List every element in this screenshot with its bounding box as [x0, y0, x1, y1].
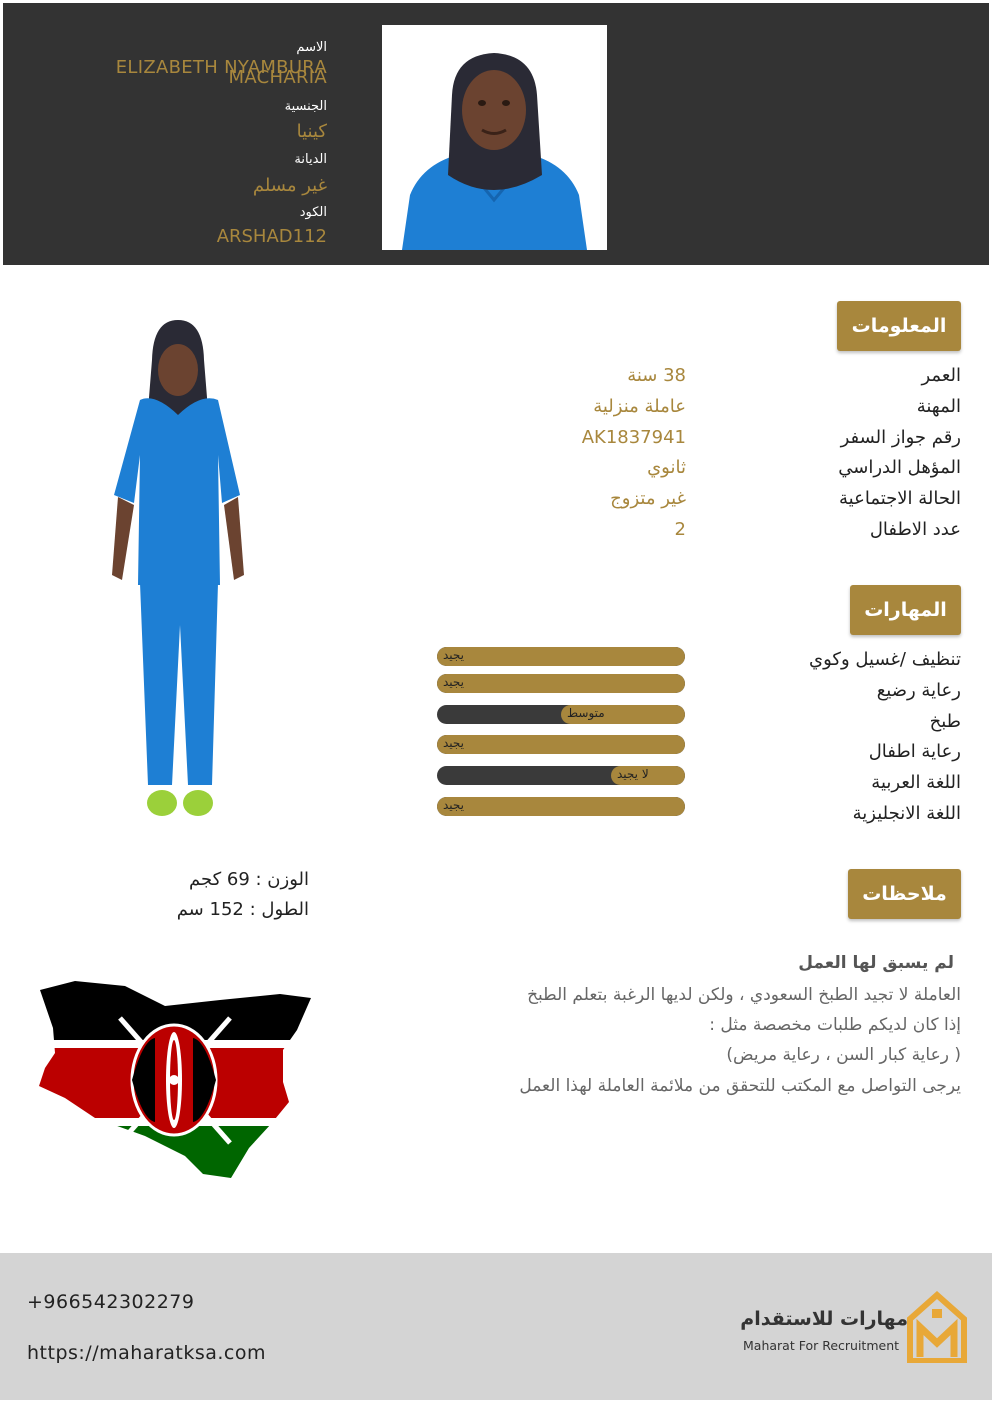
- weight-text: الوزن : 69 كجم: [189, 869, 309, 890]
- info-label-passport: رقم جواز السفر: [840, 427, 961, 448]
- height-text: الطول : 152 سم: [176, 899, 309, 920]
- info-value-age: 38 سنة: [627, 365, 686, 386]
- religion-label: الديانة: [294, 152, 327, 167]
- skill-level-text: يجيد: [443, 675, 465, 689]
- info-label-marital: الحالة الاجتماعية: [839, 488, 961, 509]
- skill-bar: [437, 735, 685, 754]
- full-body-photo: [100, 315, 260, 827]
- skill-label: رعاية رضيع: [876, 680, 961, 701]
- skill-bar: [437, 705, 685, 724]
- footer: [0, 1253, 992, 1400]
- portrait-photo: [382, 25, 607, 250]
- info-label-profession: المهنة: [916, 396, 961, 417]
- logo-english-text: Maharat For Recruitment: [743, 1338, 900, 1353]
- nationality-value: كينيا: [296, 121, 327, 142]
- nationality-label: الجنسية: [284, 99, 327, 114]
- phone-number[interactable]: +966542302279: [27, 1291, 195, 1313]
- skill-label: اللغة العربية: [871, 772, 961, 793]
- notes-line: العاملة لا تجيد الطبخ السعودي ، ولكن لديها الرغبة بتعلم الطبخ: [527, 985, 961, 1005]
- notes-line: ( رعاية كبار السن ، رعاية مريض): [726, 1045, 961, 1065]
- religion-value: غير مسلم: [252, 175, 327, 196]
- skill-label: تنظيف /غسيل وكوي: [809, 649, 961, 670]
- info-value-profession: عاملة منزلية: [593, 396, 686, 417]
- info-value-marital: غير متزوج: [610, 488, 686, 509]
- skill-bar: [437, 647, 685, 666]
- skill-level-text: يجيد: [443, 736, 465, 750]
- info-label-age: العمر: [921, 365, 961, 386]
- kenya-flag-map: [35, 978, 313, 1180]
- skill-bar: [437, 797, 685, 816]
- skill-level-text: يجيد: [443, 648, 465, 662]
- skill-bar: [437, 766, 685, 785]
- info-value-passport: AK1837941: [581, 427, 686, 448]
- notes-line: يرجى التواصل مع المكتب للتحقق من ملائمة العاملة لهذا العمل: [519, 1076, 961, 1096]
- skill-bar: [437, 674, 685, 693]
- info-heading: المعلومات: [837, 301, 961, 351]
- skills-heading: المهارات: [850, 585, 961, 635]
- skill-bar-fill: [437, 735, 685, 754]
- skill-level-text: يجيد: [443, 798, 465, 812]
- name-value: ELIZABETH NYAMBURA MACHARIA: [115, 57, 327, 88]
- info-value-children: 2: [674, 519, 686, 540]
- skill-label: اللغة الانجليزية: [852, 803, 961, 824]
- logo-house-icon: [906, 1291, 968, 1363]
- info-label-education: المؤهل الدراسي: [838, 457, 961, 478]
- skill-level-text: متوسط: [567, 706, 605, 720]
- logo-arabic-text: مهارات للاستقدام: [740, 1308, 908, 1330]
- code-value: ARSHAD112: [216, 226, 327, 247]
- notes-heading: ملاحظات: [848, 869, 961, 919]
- skill-level-text: لا يجيد: [617, 767, 649, 781]
- notes-title: لم يسبق لها العمل: [798, 953, 954, 973]
- skill-bar-fill: [437, 647, 685, 666]
- skill-bar-fill: [437, 797, 685, 816]
- company-logo: [740, 1291, 968, 1366]
- code-label: الكود: [299, 205, 327, 220]
- website-link[interactable]: https://maharatksa.com: [27, 1342, 267, 1364]
- info-value-education: ثانوي: [647, 457, 686, 478]
- skill-label: رعاية اطفال: [868, 741, 961, 762]
- profile-header: [3, 3, 989, 265]
- notes-line: إذا كان لديكم طلبات مخصصة مثل :: [709, 1015, 961, 1035]
- name-label: الاسم: [296, 40, 327, 55]
- skill-bar-fill: [437, 674, 685, 693]
- info-label-children: عدد الاطفال: [869, 519, 961, 540]
- skill-label: طبخ: [929, 711, 961, 732]
